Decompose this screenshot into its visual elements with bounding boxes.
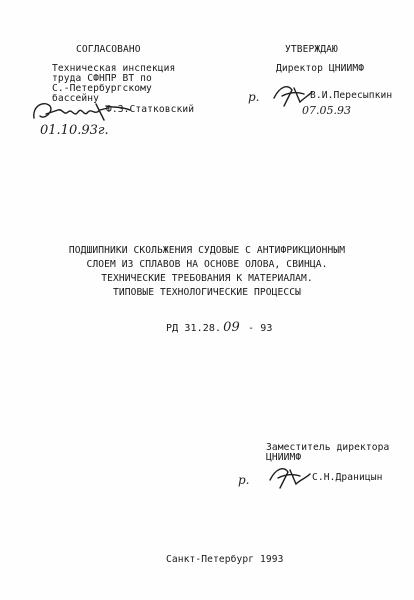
org-line-2: труда СФНПР ВТ по [52, 73, 152, 84]
title-line-3: ТЕХНИЧЕСКИЕ ТРЕБОВАНИЯ К МАТЕРИАЛАМ. [101, 273, 313, 284]
org-line-4: бассейну [52, 93, 100, 104]
director-p-mark: р. [248, 90, 260, 104]
dranitsyn-name: С.Н.Драницын [312, 472, 383, 483]
peresypkin-name: В.И.Пересыпкин [310, 90, 393, 101]
title-line-4: ТИПОВЫЕ ТЕХНОЛОГИЧЕСКИЕ ПРОЦЕССЫ [112, 287, 302, 298]
designation-number: 09 [223, 320, 240, 335]
peresypkin-date: 07.05.93 [302, 104, 351, 117]
approved-heading: УТВЕРЖДАЮ [285, 44, 338, 55]
title-line-2: СЛОЕМ ИЗ СПЛАВОВ НА ОСНОВЕ ОЛОВА, СВИНЦА. [86, 259, 328, 270]
statkovsky-date: 01.10.93г. [40, 123, 109, 138]
deputy-p-mark: р. [238, 473, 250, 487]
designation-prefix: РД 31.28. [166, 323, 222, 334]
deputy-position-line-1: Заместитель директора [266, 442, 390, 453]
place-year: Санкт-Петербург 1993 [166, 554, 284, 565]
title-line-1: ПОДШИПНИКИ СКОЛЬЖЕНИЯ СУДОВЫЕ С АНТИФРИКЦИОННЫМ [68, 245, 346, 256]
signature-dranitsyn [266, 462, 312, 492]
designation [166, 322, 272, 334]
director-position: Директор ЦНИИМФ [276, 63, 365, 74]
deputy-position-line-2: ЦНИИМФ [266, 452, 302, 463]
org-line-3: С.-Петербургскому [52, 83, 152, 94]
statkovsky-name: Ф.З.Статковский [106, 104, 195, 115]
agreed-heading: СОГЛАСОВАНО [76, 44, 141, 55]
org-line-1: Техническая инспекция [52, 63, 176, 74]
designation-suffix: - 93 [241, 323, 273, 334]
